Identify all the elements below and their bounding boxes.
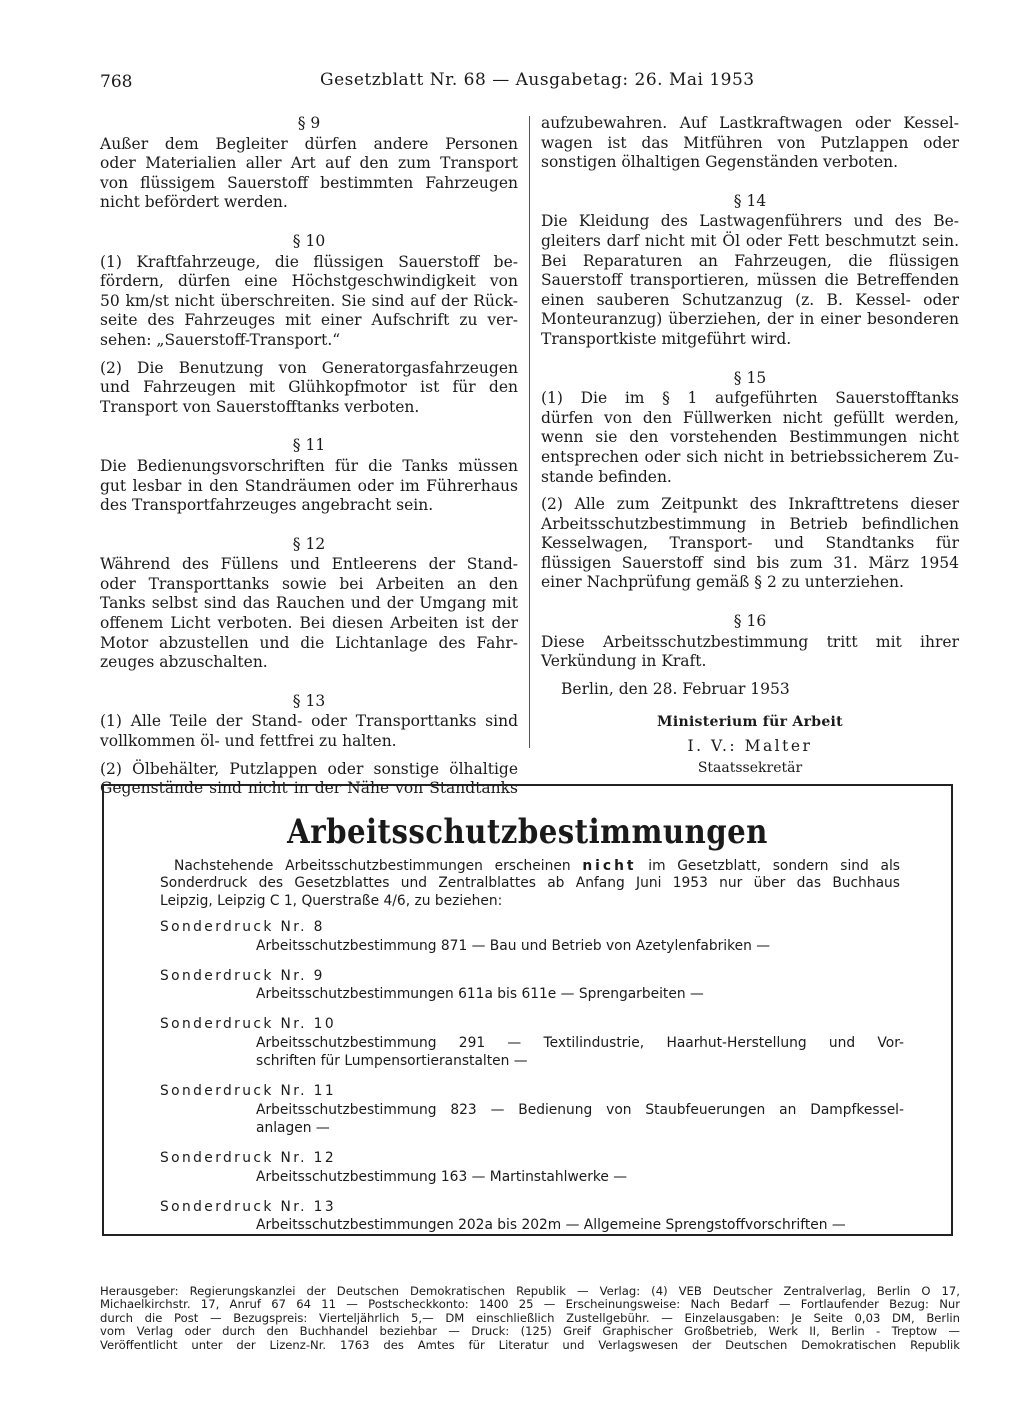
text-line: vollkommen öl- und fettfrei zu halten. — [100, 732, 397, 751]
item-desc: Arbeitsschutzbestimmungen 611a bis 611e — Sprengarbeiten — — [256, 986, 704, 1002]
item-label: Sonderdruck Nr. 13 — [160, 1198, 337, 1215]
intro-text: Nachstehende Arbeitsschutzbestimmungen erscheinen — [174, 858, 571, 874]
text-line: Während des Füllens und Entleerens der Stand- — [100, 555, 518, 574]
footer-line: Michaelkirchstr. 17, Anruf 67 64 11 — Postscheckkonto: 1400 25 — Erscheinungsweise: Nach Bedarf — Fortlaufender Bezug: Nur — [100, 1297, 960, 1312]
text-line: wenn sie den vorstehenden Bestimmungen nicht — [541, 428, 959, 447]
text-line: Sauerstoff transportieren, müssen die Betreffenden — [541, 271, 959, 290]
footer-line: vom Verlag oder durch den Buchhandel beziehbar — Druck: (125) Greif Graphischer Großbetrieb, Werk II, Berlin - Treptow — — [100, 1324, 960, 1339]
item-label: Sonderdruck Nr. 9 — [160, 967, 325, 984]
item-desc: schriften für Lumpensortieranstalten — — [256, 1053, 528, 1069]
text-line: (2) Ölbehälter, Putzlappen oder sonstige ölhaltige — [100, 759, 518, 778]
text-line: Transport von Sauerstofftanks verboten. — [100, 397, 420, 416]
item-desc: Arbeitsschutzbestimmung 291 — Textilindustrie, Haarhut-Herstellung und Vor- — [256, 1034, 904, 1051]
text-line: von flüssigem Sauerstoff bestimmten Fahrzeugen — [100, 173, 518, 192]
list-item — [160, 1198, 904, 1235]
section-heading-12: § 12 — [292, 534, 326, 553]
signature-title: Staatssekretär — [697, 759, 803, 776]
text-line: 50 km/st nicht überschreiten. Sie sind auf der Rück- — [100, 291, 518, 310]
text-line: Gegenstände sind nicht in der Nähe von Standtanks — [100, 779, 518, 798]
text-line: Kesselwagen, Transport- und Standtanks für — [541, 534, 959, 553]
text-line: stande befinden. — [541, 467, 672, 486]
footer-line: Herausgeber: Regierungskanzlei der Deutschen Demokratischen Republik — Verlag: (4) VEB Deutscher Zentralverlag, Berlin O 17, — [100, 1284, 960, 1298]
text-line: offenem Licht verboten. Bei diesen Arbeiten ist der — [100, 614, 518, 633]
text-line: Monteuranzug) überziehen, der in einer besonderen — [541, 310, 959, 329]
intro-line — [160, 858, 900, 875]
running-head: Gesetzblatt Nr. 68 — Ausgabetag: 26. Mai 1953 — [320, 70, 755, 90]
intro-line: Leipzig, Leipzig C 1, Querstraße 4/6, zu beziehen: — [160, 892, 503, 909]
text-line: einer Nachprüfung gemäß § 2 zu unterziehen. — [541, 573, 904, 592]
text-line: seite des Fahrzeuges mit einer Aufschrift zu ver- — [100, 311, 518, 330]
right-column — [541, 114, 959, 778]
text-line: sehen: „Sauerstoff-Transport.“ — [100, 330, 341, 349]
item-desc: Arbeitsschutzbestimmungen 202a bis 202m — Allgemeine Sprengstoffvorschriften — — [256, 1217, 846, 1233]
text-line: gut lesbar in den Standräumen oder im Führerhaus — [100, 476, 518, 495]
column-divider — [529, 116, 530, 748]
text-line: fördern, dürfen eine Höchstgeschwindigkeit von — [100, 272, 518, 291]
text-line: einen sauberen Schutzanzug (z. B. Kessel- oder — [541, 290, 959, 309]
section-heading-10: § 10 — [292, 231, 326, 250]
text-line: und Fahrzeugen mit Glühkopfmotor ist für den — [100, 378, 518, 397]
list-item — [160, 1015, 904, 1071]
section-heading-14: § 14 — [733, 191, 767, 210]
text-line: Motor abzustellen und die Lichtanlage des Fahr- — [100, 633, 518, 652]
text-line: Außer dem Begleiter dürfen andere Personen — [100, 134, 518, 153]
text-line: gleiters darf nicht mit Öl oder Fett beschmutzt sein. — [541, 231, 959, 250]
item-desc: anlagen — — [256, 1120, 330, 1136]
text-line: (1) Alle Teile der Stand- oder Transporttanks sind — [100, 712, 518, 731]
item-label: Sonderdruck Nr. 8 — [160, 919, 325, 935]
text-line: Tanks selbst sind das Rauchen und der Umgang mit — [100, 594, 518, 613]
text-line: entsprechen oder sich nicht in betriebssicherem Zu- — [541, 447, 959, 466]
text-line: Arbeitsschutzbestimmung in Betrieb befindlichen — [541, 514, 959, 533]
notice-intro — [160, 858, 900, 910]
intro-text: im Gesetzblatt, sondern sind als — [648, 858, 900, 874]
text-line: oder Transporttanks sowie bei Arbeiten an den — [100, 574, 518, 593]
text-line: des Transportfahrzeuges angebracht sein. — [100, 496, 434, 515]
text-line: wagen ist das Mitführen von Putzlappen oder — [541, 133, 959, 152]
item-desc: Arbeitsschutzbestimmung 823 — Bedienung von Staubfeuerungen an Dampfkessel- — [256, 1101, 904, 1118]
signature-ministry: Ministerium für Arbeit — [657, 714, 843, 731]
text-line: nicht befördert werden. — [100, 193, 288, 212]
text-line: flüssigen Sauerstoff sind bis zum 31. März 1954 — [541, 553, 959, 572]
list-item — [160, 967, 904, 1004]
text-line: dürfen von den Füllwerken nicht gefüllt werden, — [541, 408, 959, 427]
item-label: Sonderdruck Nr. 12 — [160, 1150, 337, 1166]
signature-name: I. V.: Malter — [687, 737, 813, 756]
item-label: Sonderdruck Nr. 11 — [160, 1083, 337, 1099]
text-line: oder Materialien aller Art auf den zum Transport — [100, 154, 518, 173]
footer-line: Veröffentlicht unter der Lizenz-Nr. 1763 des Amtes für Literatur und Verlagswesen der Deutschen Demokratischen Republik — [100, 1337, 960, 1352]
list-item — [160, 918, 904, 955]
item-desc: Arbeitsschutzbestimmung 163 — Martinstahlwerke — — [256, 1168, 628, 1185]
text-line: zeuges abzuschalten. — [100, 653, 268, 672]
footer-line: durch die Post — Bezugspreis: Vierteljährlich 5,— DM einschließlich Zustellgebühr. — Einzelausgaben: Je Seite 0,03 DM, Berlin — [100, 1310, 960, 1325]
text-line: Verkündung in Kraft. — [541, 652, 707, 671]
item-label: Sonderdruck Nr. 10 — [160, 1016, 337, 1032]
section-heading-11: § 11 — [292, 436, 326, 455]
list-item — [160, 1149, 904, 1186]
item-desc: Arbeitsschutzbestimmung 871 — Bau und Betrieb von Azetylenfabriken — — [256, 937, 771, 954]
intro-emphasis: nicht — [582, 858, 637, 874]
text-line: Die Kleidung des Lastwagenführers und des Be- — [541, 212, 959, 231]
text-line: (1) Kraftfahrzeuge, die flüssigen Sauerstoff be- — [100, 252, 518, 271]
text-line: aufzubewahren. Auf Lastkraftwagen oder Kessel- — [541, 114, 959, 132]
intro-line: Sonderdruck des Gesetzblattes und Zentralblattes ab Anfang Juni 1953 nur über das Buchhaus — [160, 875, 900, 892]
text-line: (2) Alle zum Zeitpunkt des Inkrafttretens dieser — [541, 495, 959, 514]
section-heading-16: § 16 — [733, 612, 767, 631]
list-item — [160, 1082, 904, 1138]
section-heading-15: § 15 — [733, 368, 767, 387]
text-line: (2) Die Benutzung von Generatorgasfahrzeugen — [100, 358, 518, 377]
page-number: 768 — [100, 72, 133, 92]
text-line: sonstigen ölhaltigen Gegenständen verboten. — [541, 153, 899, 172]
text-line: (1) Die im § 1 aufgeführten Sauerstofftanks — [541, 389, 959, 408]
imprint-footer — [100, 1285, 960, 1352]
notice-box — [102, 784, 953, 1236]
text-line: Bei Reparaturen an Fahrzeugen, die flüssigen — [541, 251, 959, 270]
sonderdruck-list — [160, 918, 904, 1246]
text-line: Diese Arbeitsschutzbestimmung tritt mit ihrer — [541, 632, 959, 651]
text-line: Die Bedienungsvorschriften für die Tanks müssen — [100, 456, 518, 475]
left-column — [100, 114, 518, 799]
text-line: Transportkiste mitgeführt wird. — [541, 329, 792, 348]
section-heading-9: § 9 — [297, 114, 321, 132]
notice-title: Arbeitsschutzbestimmungen — [287, 812, 768, 852]
signature-date: Berlin, den 28. Februar 1953 — [561, 679, 790, 698]
section-heading-13: § 13 — [292, 691, 326, 710]
